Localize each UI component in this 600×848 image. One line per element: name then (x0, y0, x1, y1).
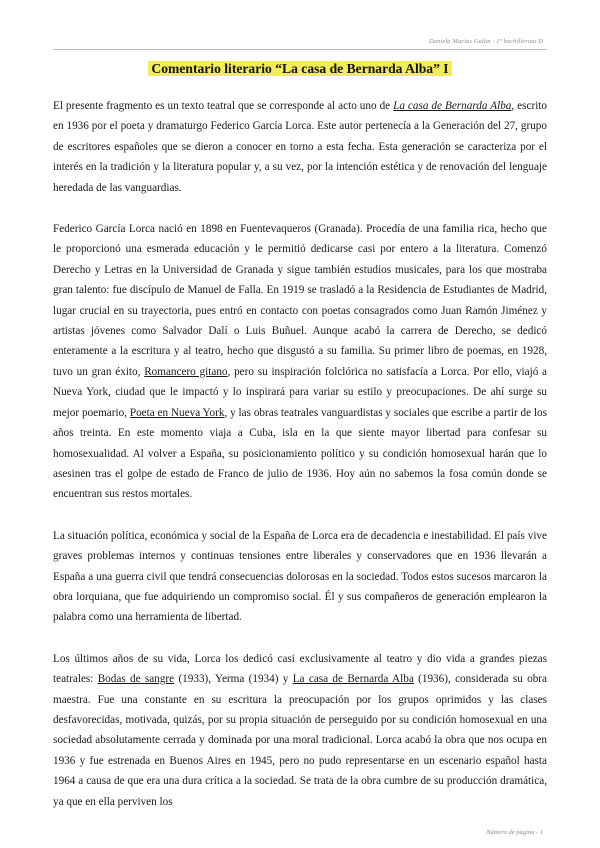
paragraph-later-works (53, 649, 547, 812)
paragraph-biography (53, 219, 547, 505)
work-title-reference: La casa de Bernarda Alba (393, 100, 512, 112)
document-title-text: Comentario literario “La casa de Bernarda Alba” I (148, 61, 451, 76)
document-body (53, 96, 547, 833)
paragraph-text: , y las obras teatrales vanguardistas y sociales que escribe a partir de los años treinta. En este momento viaja a Cuba, isla en la que siente mayor libertad para confesar su homosexualidad. Al volver a España, su posicionamiento político y su condición homosexual harán que lo asesinen tras el golpe de estado de Franco de julio de 1936. Hoy aún no sabemos la fosa común donde se encuentran sus restos mortales. (53, 406, 547, 501)
work-title-reference: Romancero gitano (144, 365, 228, 378)
paragraph-text: (1933), Yerma (1934) y (174, 673, 293, 686)
paragraph-text: El presente fragmento es un texto teatral que se corresponde al acto uno de (53, 100, 394, 112)
header-author-note: Daniela Macías Galán - 1º bachillerato D (429, 38, 543, 45)
paragraph-text: , pero su inspiración folclórica no satisfacía a Lorca. Por ello, viajó a Nueva York, ciudad que le impactó y lo inspirará para variar su estilo y preocupaciones. De ahí surge su mejor poemario, (53, 365, 548, 419)
header-divider (53, 49, 547, 50)
work-title-reference: La casa de Bernarda Alba (292, 673, 414, 686)
paragraph-historical-context (53, 526, 547, 628)
paragraph-text: , escrito en 1936 por el poeta y dramaturgo Federico García Lorca. Este autor pertenecía a la Generación del 27, grupo de escritores españoles que se dieron a conocer en torno a esta fecha. Esta generación se caracteriza por el interés en la tradición y la literatura popular y, a su vez, por la intención estética y de renovación del lenguaje heredada de las vanguardias. (53, 100, 548, 194)
work-title-reference: Poeta en Nueva York (129, 406, 225, 419)
work-title-reference: Bodas de sangre (97, 673, 175, 686)
paragraph-text: Los últimos años de su vida, Lorca los dedicó casi exclusivamente al teatro y dio vida a grandes piezas teatrales: (53, 652, 547, 686)
document-title (53, 61, 547, 77)
paragraph-text: (1936), considerada su obra maestra. Fue una constante en su escritura la preocupación por los grupos oprimidos y las clases desfavorecidas, motivada, quizás, por su propia situación de perseguido por su condición homosexual en una sociedad absolutamente cerrada y dominada por una moral tradicional. Lorca acabó la obra que nos ocupa en 1936 y fue estrenada en Buenos Aires en 1945, pero no pudo representarse en un escenario español hasta 1964 a causa de que era una dura crítica a la sociedad. Se trata de la obra cumbre de su producción dramática, ya que en ella perviven los (53, 673, 547, 808)
paragraph-text: Federico García Lorca nació en 1898 en Fuentevaqueros (Granada). Procedía de una familia rica, hecho que le proporcionó una esmerada educación y le permitió dedicarse casi por entero a la literatura. Comenzó Derecho y Letras en la Universidad de Granada y sigue también estudios musicales, para los que mostraba gran talento: fue discípulo de Manuel de Falla. En 1919 se trasladó a la Residencia de Estudiantes de Madrid, lugar crucial en su trayectoria, pues entró en contacto con poetas consagrados como Juan Ramón Jiménez y artistas jóvenes como Salvador Dalí o Luis Buñuel. Aunque acabó la carrera de Derecho, se dedicó enteramente a la escritura y al teatro, hecho que disgustó a su familia. Su primer libro de poemas, en 1928, tuvo un gran éxito, (53, 223, 547, 378)
page-number: Número de página - 1 (486, 829, 543, 836)
paragraph-text: La situación política, económica y social de la España de Lorca era de decadencia e inestabilidad. El país vive graves problemas internos y continuas tensiones entre liberales y conservadores que en 1936 llevarán a España a una guerra civil que tendrá consecuencias dolorosas en la sociedad. Todos estos sucesos marcaron la obra lorquiana, que fue adquiriendo un compromiso social. Él y sus compañeros de generación emplearon la palabra como una herramienta de libertad. (53, 529, 547, 624)
paragraph-introduction (53, 96, 547, 198)
